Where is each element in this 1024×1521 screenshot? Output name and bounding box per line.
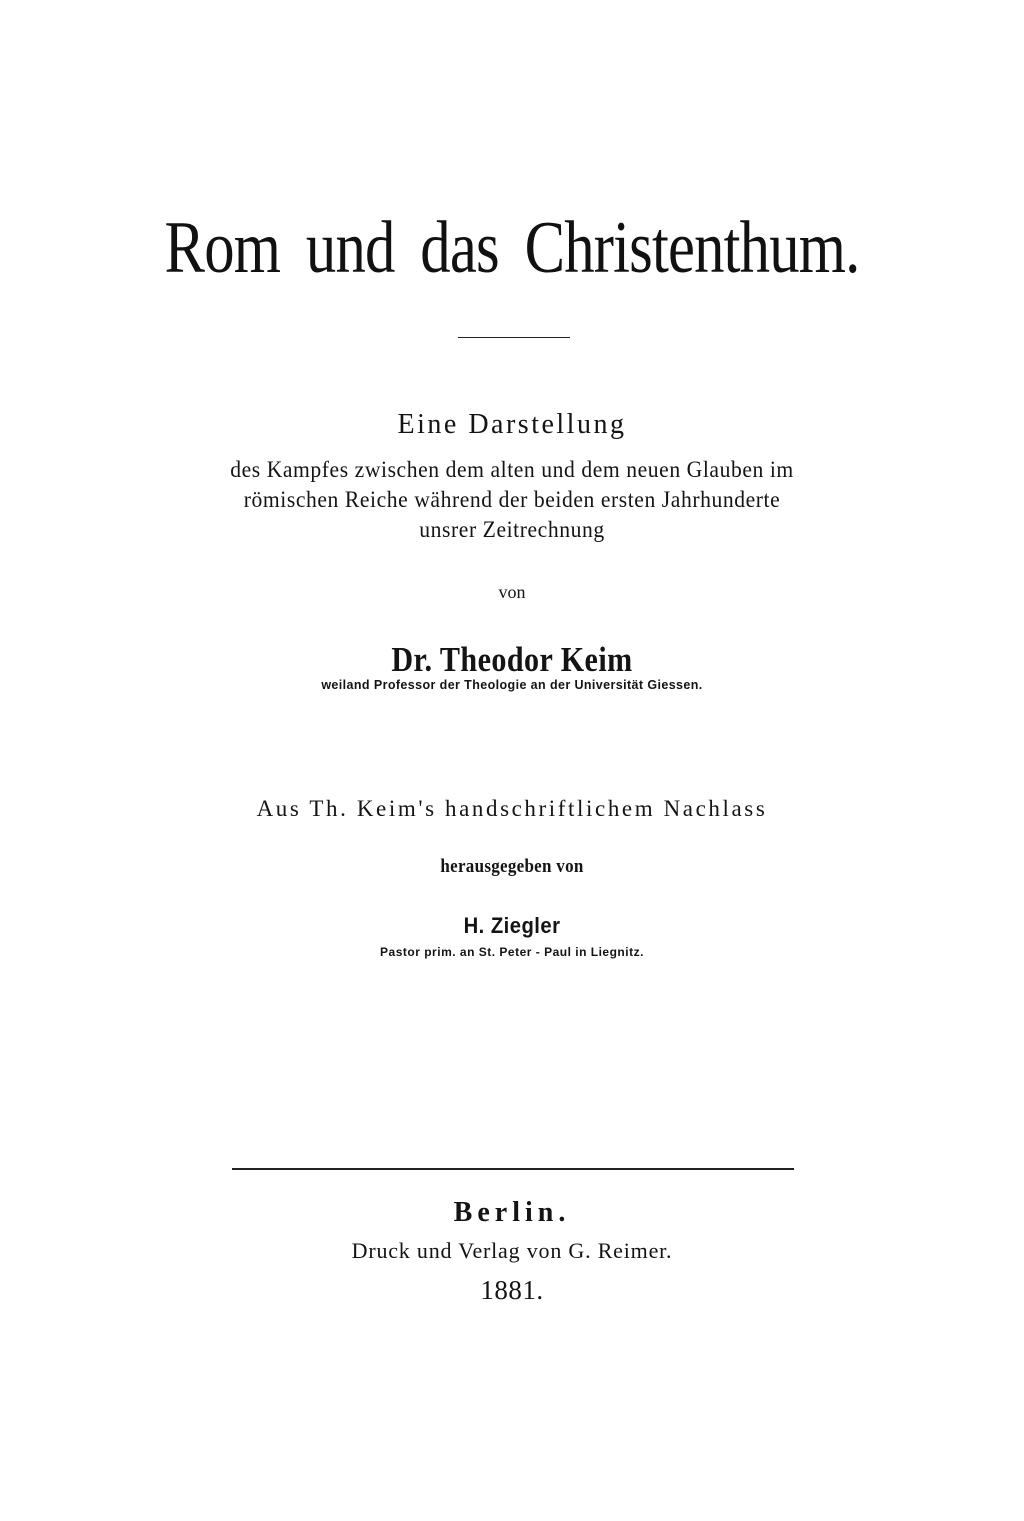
- imprint-divider: [232, 1168, 794, 1170]
- imprint-publisher: Druck und Verlag von G. Reimer.: [351, 1238, 673, 1263]
- author-role: weiland Professor der Theologie an der Universität Giessen.: [321, 678, 703, 692]
- title-divider: [458, 337, 570, 338]
- description-line-3: unsrer Zeitrechnung: [419, 517, 605, 542]
- editor-role: Pastor prim. an St. Peter - Paul in Liegnitz.: [380, 945, 644, 959]
- subtitle: Eine Darstellung: [397, 409, 627, 440]
- description-line-1: des Kampfes zwischen dem alten und dem neuen Glauben im: [230, 457, 794, 482]
- by-label: von: [498, 582, 526, 602]
- description-line-2: römischen Reiche während der beiden ersten Jahrhunderte: [243, 487, 781, 512]
- author-name: Dr. Theodor Keim: [391, 640, 633, 679]
- editor-name: H. Ziegler: [463, 913, 561, 938]
- imprint-city: Berlin.: [453, 1197, 571, 1228]
- imprint-year: 1881.: [480, 1275, 544, 1305]
- book-title: Rom und das Christenthum.: [164, 207, 860, 289]
- editor-label: herausgegeben von: [440, 857, 584, 877]
- source-note: Aus Th. Keim's handschriftlichem Nachlass: [256, 796, 768, 821]
